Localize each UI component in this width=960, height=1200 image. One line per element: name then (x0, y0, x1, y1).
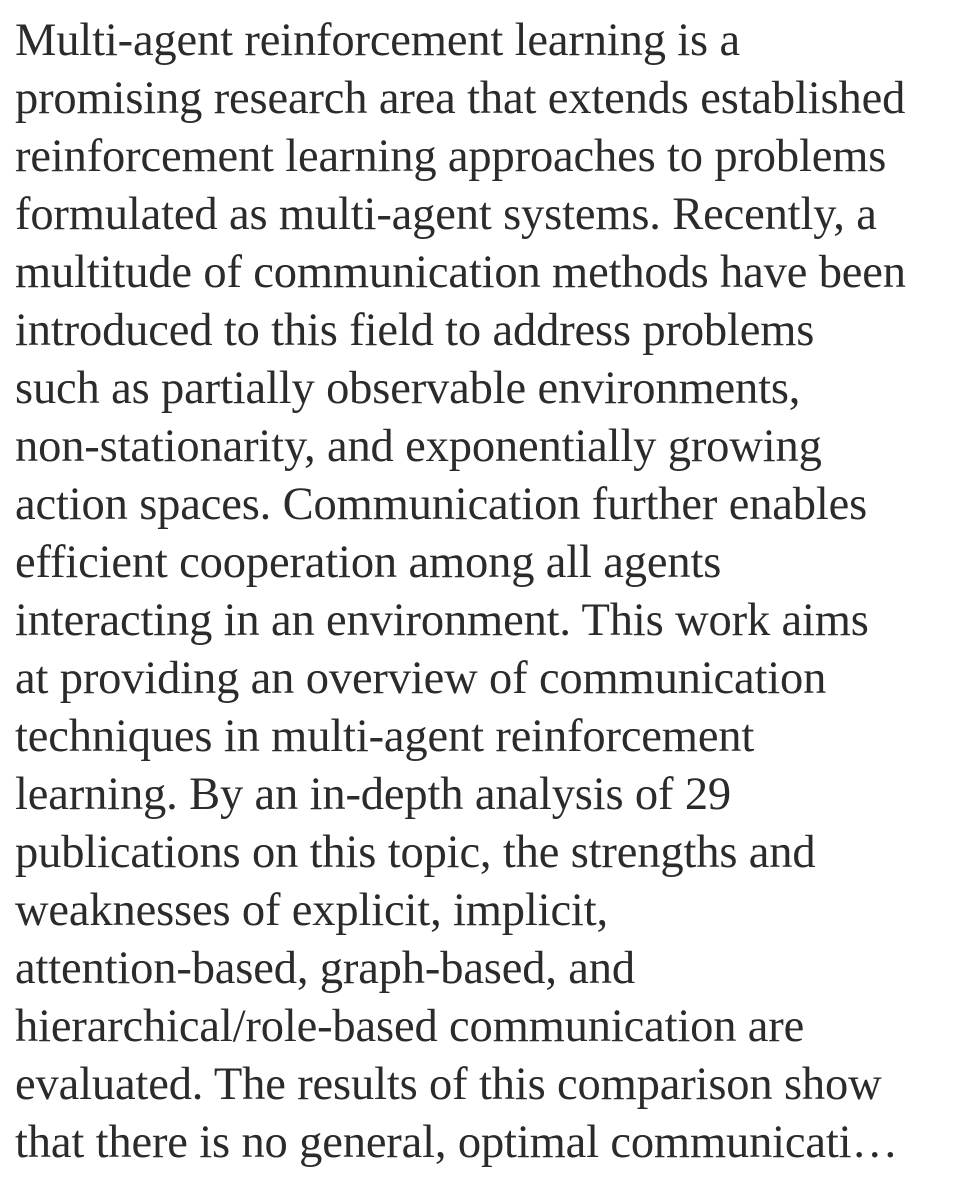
abstract-line-6: introduced to this field to address problems (15, 305, 815, 356)
abstract-line-19: evaluated. The results of this comparison show (15, 1059, 882, 1110)
abstract-line-10: efficient cooperation among all agents (15, 537, 722, 588)
abstract-line-20: that there is no general, optimal communicati… (15, 1117, 898, 1168)
abstract-line-15: publications on this topic, the strengths and (15, 827, 816, 878)
abstract-line-9: action spaces. Communication further enables (15, 479, 868, 530)
abstract-line-18: hierarchical/role-based communication are (15, 1001, 805, 1052)
abstract-paragraph (15, 12, 946, 1172)
abstract-line-5: multitude of communication methods have been (15, 247, 906, 298)
abstract-line-2: promising research area that extends established (15, 73, 906, 124)
abstract-line-8: non-stationarity, and exponentially growing (15, 421, 822, 472)
abstract-line-4: formulated as multi-agent systems. Recently, a (15, 189, 877, 240)
abstract-line-7: such as partially observable environments, (15, 363, 801, 414)
abstract-line-11: interacting in an environment. This work aims (15, 595, 869, 646)
abstract-line-12: at providing an overview of communication (15, 653, 827, 704)
abstract-line-17: attention-based, graph-based, and (15, 943, 635, 994)
abstract-line-1: Multi-agent reinforcement learning is a (15, 15, 740, 66)
abstract-line-14: learning. By an in-depth analysis of 29 (15, 769, 732, 820)
abstract-line-13: techniques in multi-agent reinforcement (15, 711, 755, 762)
abstract-line-16: weaknesses of explicit, implicit, (15, 885, 608, 936)
abstract-line-3: reinforcement learning approaches to problems (15, 131, 887, 182)
